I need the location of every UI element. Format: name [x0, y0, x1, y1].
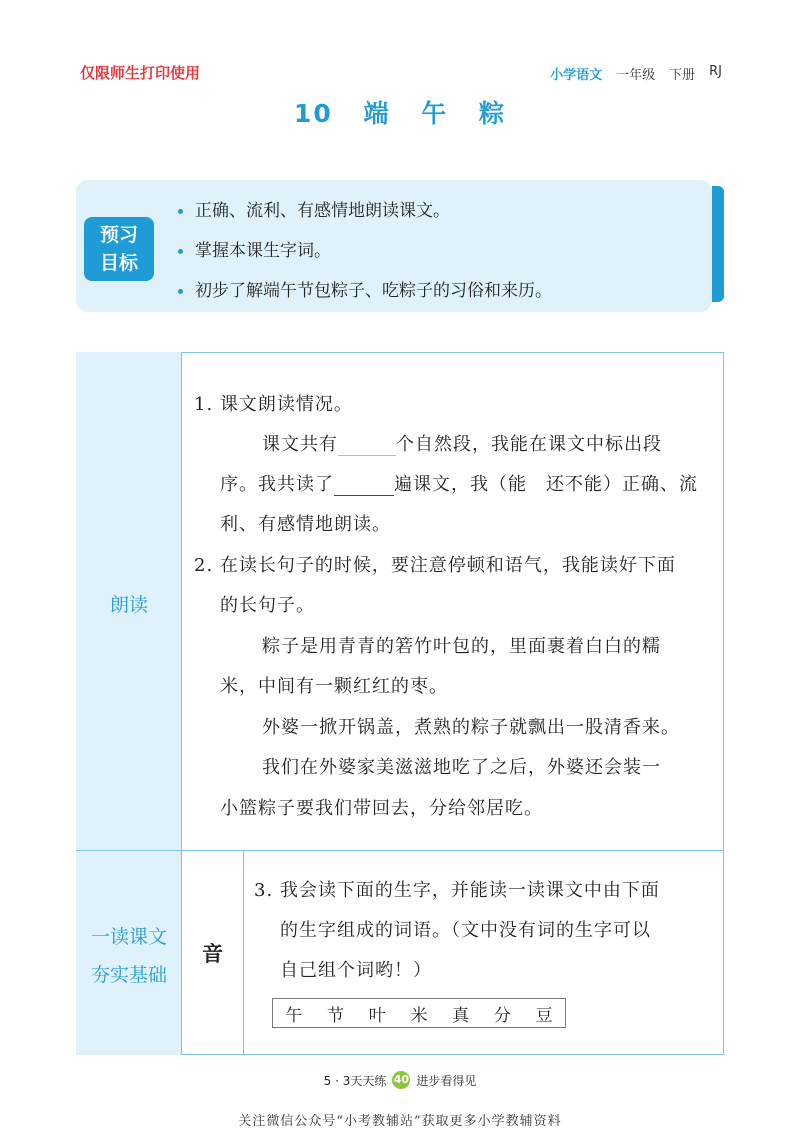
lesson-number: 10 [294, 99, 333, 128]
footer-brand: 5 · 3天天练 [323, 1073, 387, 1088]
sub-label-pronunciation: 音 [202, 942, 223, 966]
character-box [272, 998, 566, 1028]
sub-label-divider [243, 850, 244, 1055]
title-char-1: 端 [363, 99, 391, 128]
goals-badge-line2: 目标 [99, 252, 138, 274]
q1-line2-b: 遍课文，我（能 还不能）正确、流 [394, 474, 698, 495]
sentence3-line1: 我们在外婆家美滋滋地吃了之后，外婆还会装一 [262, 757, 661, 778]
section-label-column [76, 352, 182, 1055]
section-label-basics-2: 夯实基础 [90, 964, 167, 986]
paragraph-count-blank[interactable] [338, 435, 396, 456]
footer-slogan: 进步看得见 [416, 1073, 477, 1088]
character-4: 米 [410, 1005, 428, 1026]
sentence2: 外婆一掀开锅盖，煮熟的粽子就飘出一股清香来。 [262, 717, 680, 738]
goal-item-3: 初步了解端午节包粽子、吃粽子的习俗和来历。 [178, 276, 552, 301]
goals-badge [84, 217, 154, 281]
title-char-3: 粽 [478, 99, 506, 128]
goals-badge-line1: 预习 [99, 224, 138, 246]
goals-tab-decoration [712, 186, 724, 302]
q1-title: 1. 课文朗读情况。 [194, 394, 353, 415]
title-char-2: 午 [421, 99, 449, 128]
character-7: 豆 [535, 1005, 553, 1026]
q1-line2 [220, 470, 698, 496]
character-5: 真 [452, 1005, 470, 1026]
q3-line3: 自己组个词哟！） [280, 960, 432, 981]
wechat-note: 关注微信公众号“小考教辅站”获取更多小学教辅资料 [238, 1114, 562, 1129]
q2-line2: 的长句子。 [220, 595, 315, 616]
page-footer [0, 1071, 800, 1089]
q3-line1: 3. 我会读下面的生字，并能读一读课文中由下面 [254, 880, 660, 901]
character-6: 分 [493, 1005, 511, 1026]
q3-line2: 的生字组成的词语。（文中没有词的生字可以 [280, 920, 651, 941]
q1-line1-a: 课文共有 [262, 434, 338, 455]
read-times-blank[interactable] [334, 475, 394, 496]
print-note: 仅限师生打印使用 [80, 64, 201, 82]
q1-line2-a: 序。我共读了 [220, 474, 334, 495]
q1-line1-b: 个自然段，我能在课文中标出段 [396, 434, 662, 455]
section-divider [76, 850, 724, 851]
character-3: 叶 [368, 1005, 386, 1026]
book-meta [550, 64, 722, 83]
q2-line1: 2. 在读长句子的时候，要注意停顿和语气，我能读好下面 [194, 555, 676, 576]
sentence1-line1: 粽子是用青青的箬竹叶包的，里面裹着白白的糯 [262, 636, 661, 657]
sentence3-line2: 小篮粽子要我们带回去，分给邻居吃。 [220, 798, 543, 819]
section-label-basics-1: 一读课文 [90, 926, 167, 948]
volume-label: 下册 [669, 68, 696, 83]
q1-line3: 利、有感情地朗读。 [220, 514, 391, 535]
sentence1-line2: 米，中间有一颗红红的枣。 [220, 676, 448, 697]
character-2: 节 [327, 1005, 345, 1026]
section-label-reading: 朗读 [109, 594, 148, 616]
grade-label: 一年级 [616, 68, 656, 83]
subject-label: 小学语文 [550, 68, 603, 83]
goal-item-2: 掌握本课生字词。 [178, 236, 331, 261]
q1-line1 [262, 430, 662, 456]
edition-label: RJ [709, 64, 722, 79]
character-1: 午 [285, 1005, 303, 1026]
goal-item-1: 正确、流利、有感情地朗读课文。 [178, 196, 450, 221]
page-title [0, 94, 800, 130]
page-number-badge: 40 [392, 1071, 410, 1089]
